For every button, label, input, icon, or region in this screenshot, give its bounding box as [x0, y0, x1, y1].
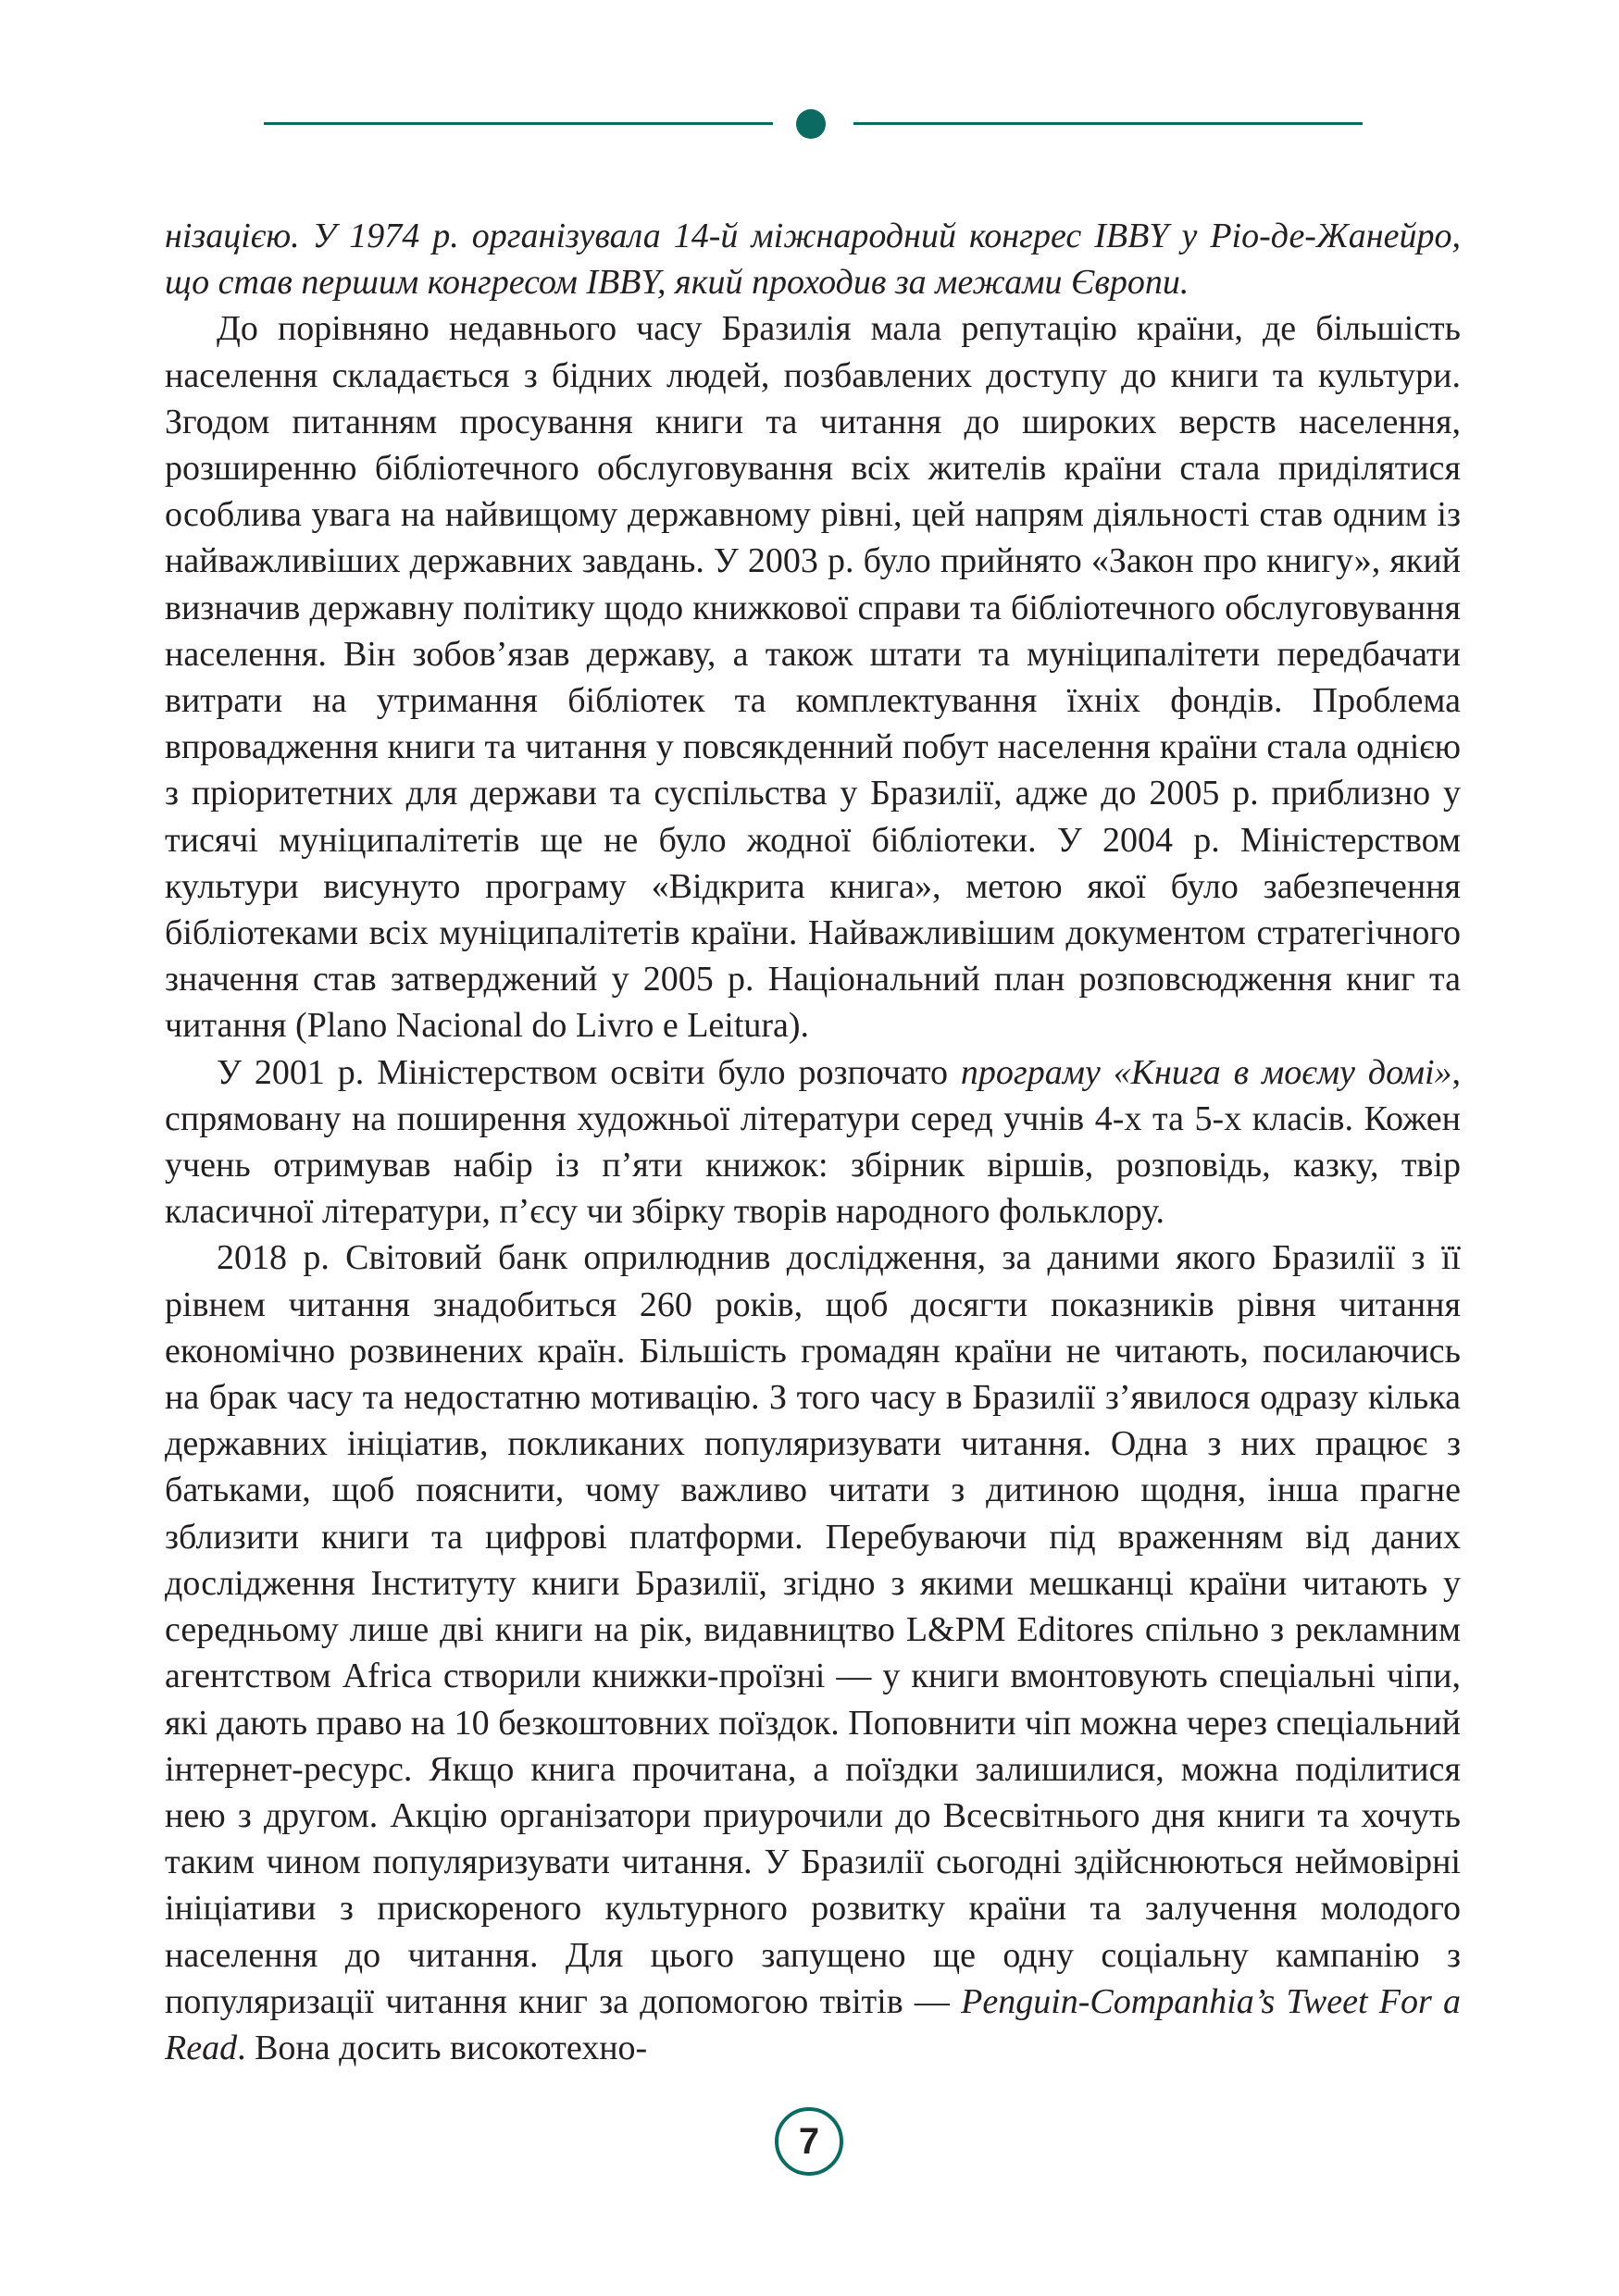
text-segment-italic: Penguin-Companhia’s Tweet For a Read [165, 1981, 1461, 2067]
text-segment: До порівняно недавнього часу Бразилія мала репутацію країни, де більшість населення складається з бідних людей, позбавлених доступу до книги та культури. Згодом питанням просування книги та читання до широких верств населення, розширенню бібліотечного обслуговування всіх жителів країни стала приділятися особлива увага на найвищому державному рівні, цей напрям діяльності став одним із найважливіших державних завдань. У 2003 р. було прийнято «Закон про книгу», який визначив державну політику щодо книжкової справи та бібліотечного обслуговування населення. Він зобов’язав державу, а також штати та муніципалітети передбачати витрати на утримання бібліотек та комплектування їхніх фондів. Проблема впровадження книги та читання у повсякденний побут населення країни стала однією з пріоритетних для держави та суспільства у Бразилії, адже до 2005 р. приблизно у тисячі муніципалітетів ще не було жодної бібліотеки. У 2004 р. Міністерством культури висунуто програму «Відкрита книга», метою якої було забезпечення бібліотеками всіх муніципалітетів країни. Найважливішим документом стратегічного значення став затверджений у 2005 р. Національний план розповсюдження книг та читання (Plano Nacional do Livro e Leitura). [165, 309, 1461, 1046]
text-segment: , спрямовану на поширення художньої літератури серед учнів 4-х та 5-х класів. Кожен учень отримував набір із п’яти книжок: збірник віршів, розповідь, казку, твір класичної літератури, п’єсу чи збірку творів народного фольклору. [165, 1052, 1462, 1232]
body-text [165, 213, 1461, 2071]
paragraph [165, 305, 1461, 1049]
header-ornament [0, 100, 1619, 146]
ornament-line-left [264, 122, 773, 125]
paragraph [165, 1235, 1461, 2071]
paragraph [165, 1049, 1461, 1235]
text-segment: . Вона досить високотехно- [237, 2028, 648, 2067]
ornament-line-right [853, 122, 1363, 125]
divider-dot-icon [796, 109, 826, 139]
text-segment-italic: програму «Книга в моєму домі» [960, 1052, 1452, 1092]
text-segment: 2018 р. Світовий банк оприлюднив дослідження, за даними якого Бразилії з її рівнем читання знадобиться 260 років, щоб досягти показників рівня читання економічно розвинених країн. Більшість громадян країни не читають, посилаючись на брак часу та недостатню мотивацію. З того часу в Бразилії з’явилося одразу кілька державних ініціатив, покликаних популяризувати читання. Одна з них працює з батьками, щоб пояснити, чому важливо читати з дитиною щодня, інша прагне зблизити книги та цифрові платформи. Перебуваючи під враженням від даних дослідження Інституту книги Бразилії, згідно з якими мешканці країни читають у середньому лише дві книги на рік, видавництво L&PM Editores спільно з рекламним агентством Africa створили книжки-проїзні — у книги вмонтовують спеціальні чіпи, які дають право на 10 безкоштовних поїздок. Поповнити чіп можна через спеціальний інтернет-ресурс. Якщо книга прочитана, а поїздки залишилися, можна поділитися нею з другом. Акцію організатори приурочили до Всесвітнього дня книги та хочуть таким чином популяризувати читання. У Бразилії сьогодні здійснюються неймовірні ініціативи з прискореного культурного розвитку країни та залучення молодого населення до читання. Для цього запущено ще одну соціальну кампанію з популяризації читання книг за допомогою твітів — [165, 1238, 1461, 2021]
text-segment: У 2001 р. Міністерством освіти було розпочато [217, 1052, 961, 1092]
paragraph [165, 213, 1461, 305]
text-segment: нізацією. У 1974 р. організувала 14-й міжнародний конгрес IBBY у Ріо-де-Жанейро, що став першим конгресом IBBY, який проходив за межами Європи. [165, 217, 1461, 303]
page-number: 7 [775, 2107, 843, 2176]
